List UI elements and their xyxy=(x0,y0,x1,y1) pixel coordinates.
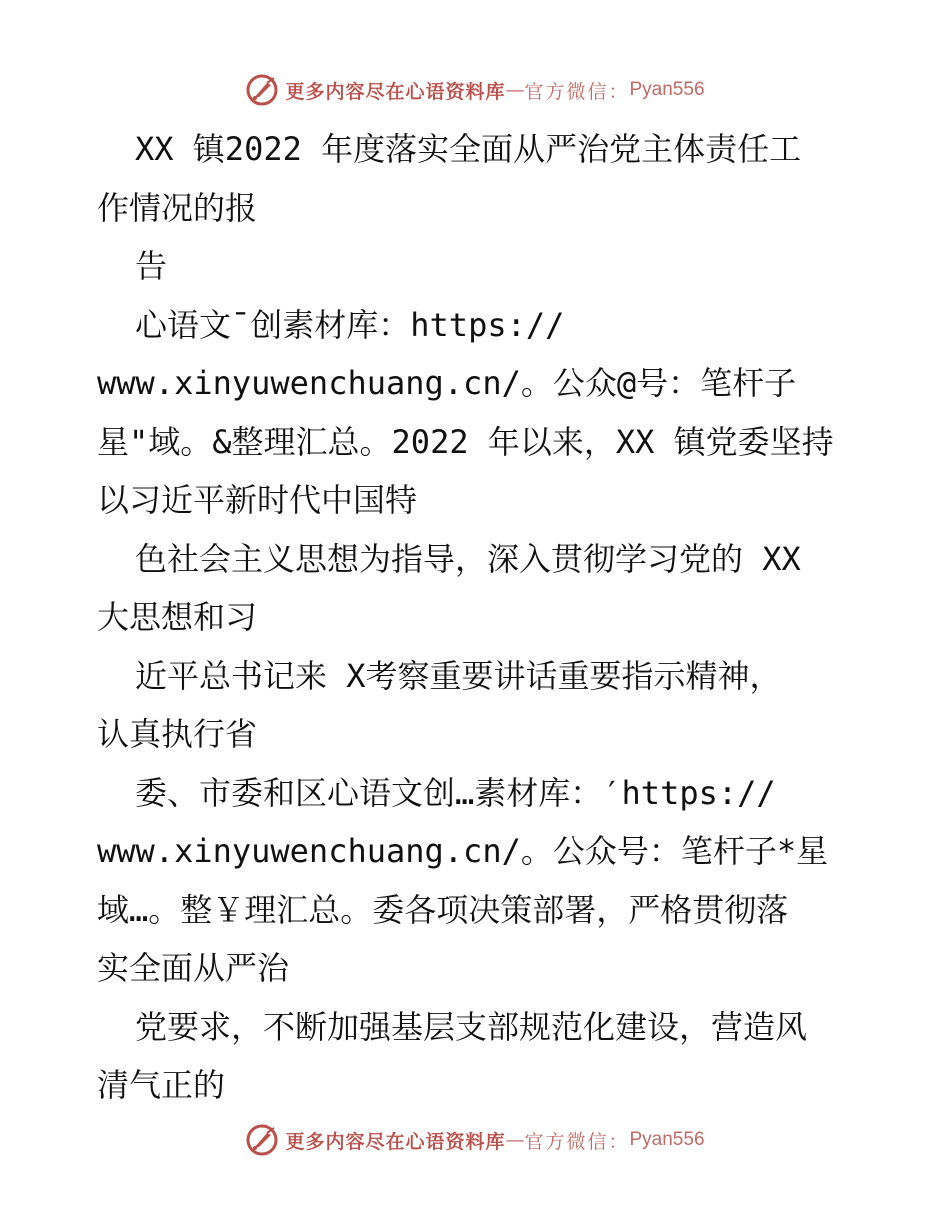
doc-line: 委、市委和区心语文创…素材库：′https:// xyxy=(135,773,776,812)
doc-line: 近平总书记来 X考察重要讲话重要指示精神， xyxy=(135,656,782,695)
doc-line-title-2: 作情况的报 xyxy=(97,188,258,227)
quill-logo-icon xyxy=(245,1123,279,1157)
doc-line: 心语文¯创素材库：https:// xyxy=(135,305,565,344)
header-banner xyxy=(0,70,950,110)
doc-line-title-1: XX 镇2022 年度落实全面从严治党主体责任工 xyxy=(135,130,802,168)
banner-slogan: 更多内容尽在心语资料库 xyxy=(285,1130,506,1153)
doc-line: 域…。整￥理汇总。委各项决策部署，严格贯彻落 xyxy=(97,890,789,929)
banner-slogan: 更多内容尽在心语资料库 xyxy=(285,80,506,103)
footer-banner xyxy=(0,1120,950,1160)
doc-line: 色社会主义思想为指导，深入贯彻学习党的 XX xyxy=(135,539,801,578)
doc-line: 清气正的 xyxy=(97,1066,226,1104)
banner-wechat-label: 官方微信： xyxy=(524,80,630,103)
doc-line: 大思想和习 xyxy=(97,598,258,636)
banner-wechat-id: Pyan556 xyxy=(629,79,705,100)
doc-line: 星"域。&整理汇总。2022 年以来，XX 镇党委坚持 xyxy=(97,422,834,461)
document-body xyxy=(97,120,857,1115)
doc-line-title-3: 告 xyxy=(135,247,168,285)
banner-wechat-label: 官方微信： xyxy=(524,1130,630,1153)
doc-line: 实全面从严治 xyxy=(97,949,290,987)
doc-line: 以习近平新时代中国特 xyxy=(97,481,418,519)
banner-wechat-id: Pyan556 xyxy=(629,1129,705,1150)
doc-line: 党要求，不断加强基层支部规范化建设，营造风 xyxy=(135,1007,808,1046)
doc-line: www.xinyuwenchuang.cn/。公众号：笔杆子*星 xyxy=(97,832,829,870)
banner-separator: — xyxy=(505,1129,525,1151)
doc-line: www.xinyuwenchuang.cn/。公众@号：笔杆子 xyxy=(97,364,797,402)
banner-separator: — xyxy=(505,79,525,101)
quill-logo-icon xyxy=(245,73,279,107)
doc-line: 认真执行省 xyxy=(97,715,258,753)
